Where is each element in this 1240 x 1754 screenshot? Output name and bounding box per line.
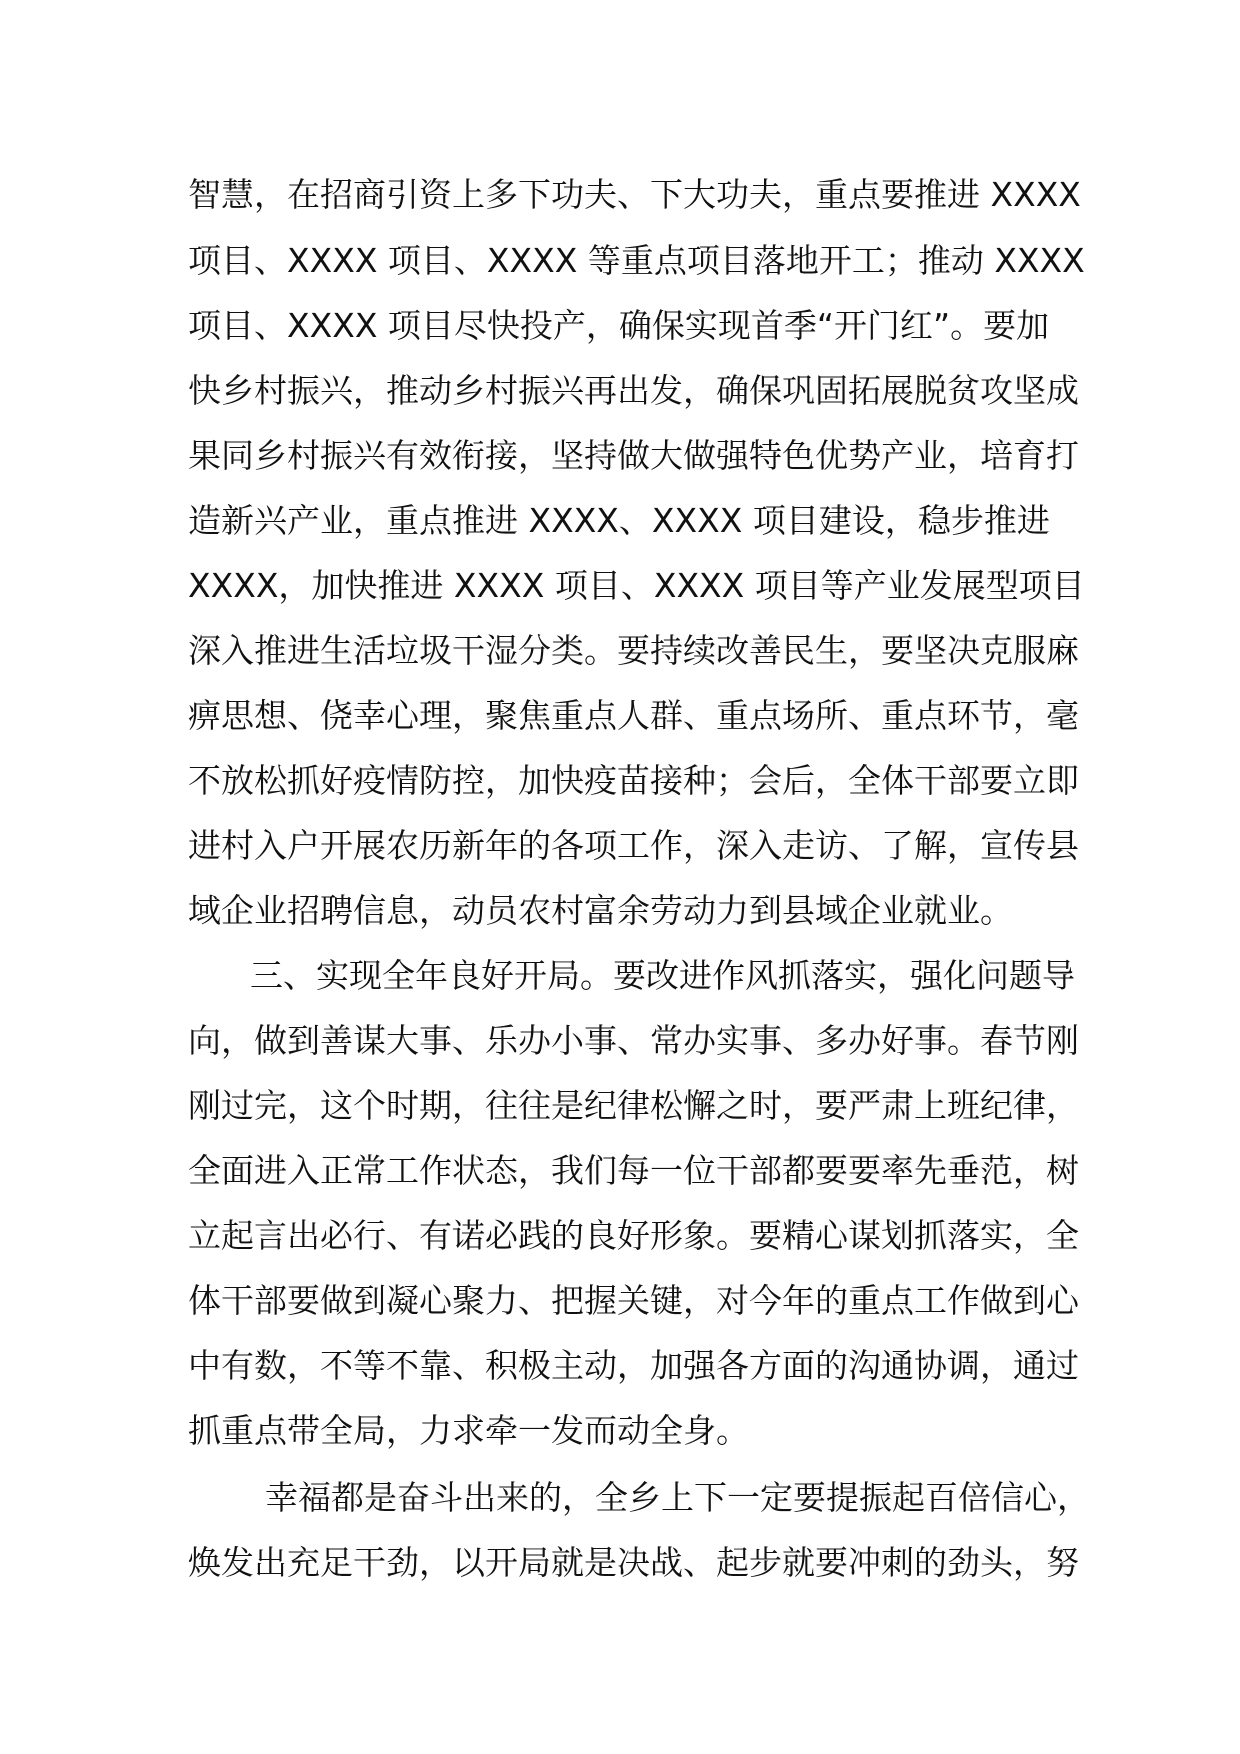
paragraph-start-line: 幸福都是奋斗出来的，全乡上下一定要提振起百倍信心， <box>265 1478 1090 1517</box>
text-line-9: 痹思想、侥幸心理，聚焦重点人群、重点场所、重点环节，毫 <box>188 696 1079 735</box>
text-line-19: 中有数，不等不靠、积极主动，加强各方面的沟通协调，通过 <box>188 1346 1079 1385</box>
text-line-10: 不放松抓好疫情防控，加快疫苗接种；会后，全体干部要立即 <box>188 761 1079 800</box>
text-line-16: 全面进入正常工作状态，我们每一位干部都要要率先垂范，树 <box>188 1151 1079 1190</box>
text-line-14: 向，做到善谋大事、乐办小事、常办实事、多办好事。春节刚 <box>188 1021 1079 1060</box>
text-line-5: 果同乡村振兴有效衔接，坚持做大做强特色优势产业，培育打 <box>188 436 1079 475</box>
text-line-11: 进村入户开展农历新年的各项工作，深入走访、了解，宣传县 <box>188 826 1079 865</box>
text-line-2: 项目、XXXX 项目、XXXX 等重点项目落地开工；推动 XXXX <box>188 241 1085 280</box>
text-line-22: 焕发出充足干劲，以开局就是决战、起步就要冲刺的劲头，努 <box>188 1543 1079 1582</box>
text-line-17: 立起言出必行、有诺必践的良好形象。要精心谋划抓落实，全 <box>188 1216 1079 1255</box>
text-line-20: 抓重点带全局，力求牵一发而动全身。 <box>188 1411 749 1450</box>
text-line-6: 造新兴产业，重点推进 XXXX、XXXX 项目建设，稳步推进 <box>188 501 1050 540</box>
paragraph-heading-line: 三、实现全年良好开局。要改进作风抓落实，强化问题导 <box>250 956 1075 995</box>
text-line-4: 快乡村振兴，推动乡村振兴再出发，确保巩固拓展脱贫攻坚成 <box>188 371 1079 410</box>
text-line-15: 刚过完，这个时期，往往是纪律松懈之时，要严肃上班纪律， <box>188 1086 1079 1125</box>
text-line-7: XXXX，加快推进 XXXX 项目、XXXX 项目等产业发展型项目 <box>188 566 1085 605</box>
text-line-1: 智慧，在招商引资上多下功夫、下大功夫，重点要推进 XXXX <box>188 175 1081 214</box>
text-line-8: 深入推进生活垃圾干湿分类。要持续改善民生，要坚决克服麻 <box>188 631 1079 670</box>
text-line-3: 项目、XXXX 项目尽快投产，确保实现首季“开门红”。要加 <box>188 306 1050 345</box>
text-line-18: 体干部要做到凝心聚力、把握关键，对今年的重点工作做到心 <box>188 1281 1079 1320</box>
text-line-12: 域企业招聘信息，动员农村富余劳动力到县域企业就业。 <box>188 891 1013 930</box>
